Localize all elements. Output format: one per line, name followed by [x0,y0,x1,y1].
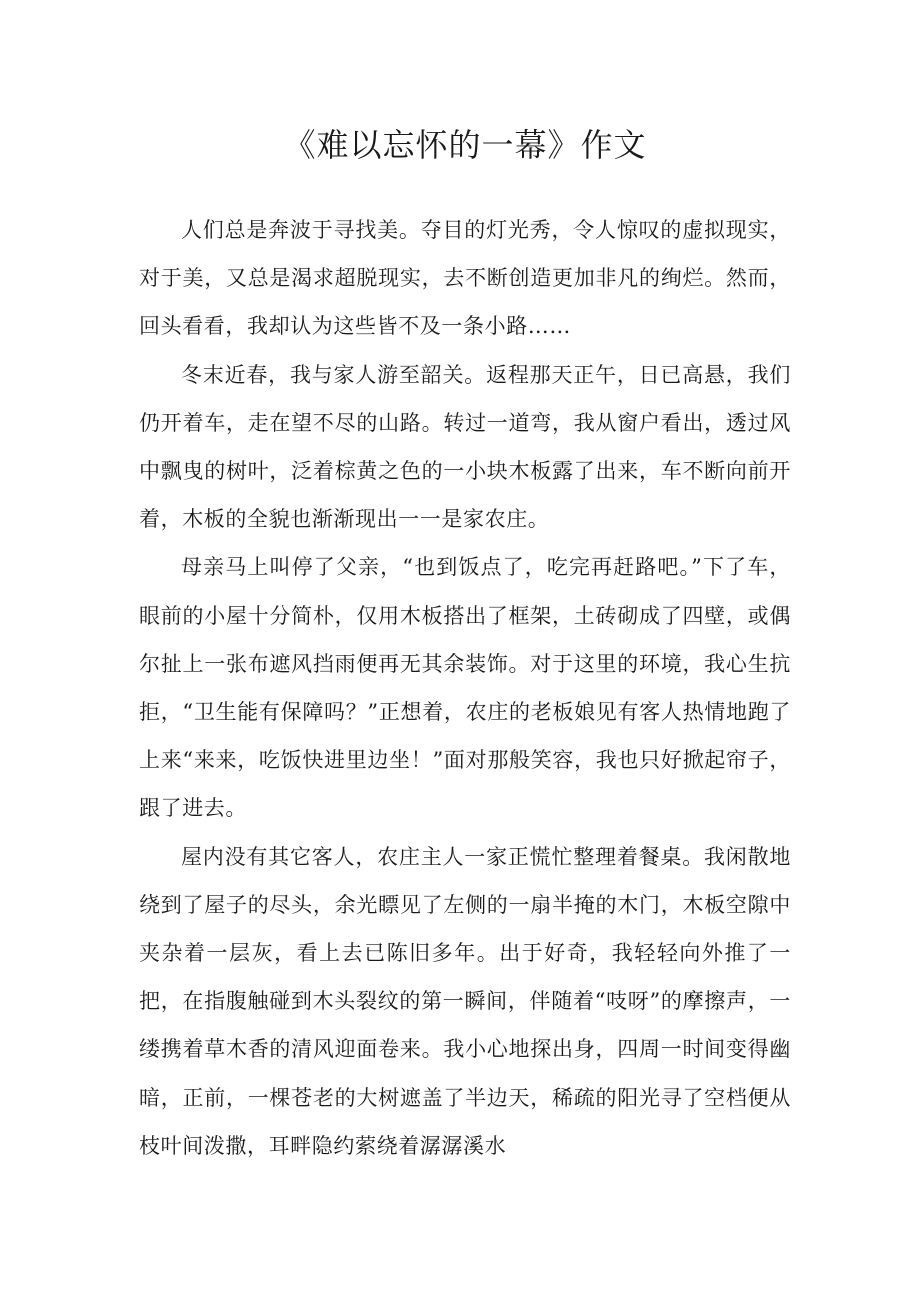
document-title: 《难以忘怀的一幕》作文 [283,126,647,164]
paragraph-2: 冬末近春，我与家人游至韶关。返程那天正午，日已高悬，我们仍开着车，走在望不尽的山路。转过一道弯，我从窗户看出，透过风中飘曳的树叶，泛着棕黄之色的一小块木板露了出来，车不断向前开着，木板的全貌也渐渐现出一一是家农庄。 [139,362,791,532]
paragraph-3: 母亲马上叫停了父亲，“也到饭点了，吃完再赶路吧。”下了车，眼前的小屋十分简朴，仅用木板搭出了框架，土砖砌成了四壁，或偶尔扯上一张布遮风挡雨便再无其余装饰。对于这里的环境，我心生抗拒，“卫生能有保障吗？”正想着，农庄的老板娘见有客人热情地跑了上来“来来，吃饭快进里边坐！”面对那般笑容，我也只好掀起帘子，跟了进去。 [139,555,791,821]
document-page [139,120,791,1170]
paragraph-1: 人们总是奔波于寻找美。夺目的灯光秀，令人惊叹的虚拟现实，对于美，又总是渴求超脱现实，去不断创造更加非凡的绚烂。然而，回头看看，我却认为这些皆不及一条小路…… [139,218,791,339]
paragraph-4: 屋内没有其它客人，农庄主人一家正慌忙整理着餐桌。我闲散地绕到了屋子的尽头，余光瞟见了左侧的一扇半掩的木门，木板空隙中夹杂着一层灰，看上去已陈旧多年。出于好奇，我轻轻向外推了一把，在指腹触碰到木头裂纹的第一瞬间，伴随着“吱呀”的摩擦声，一缕携着草木香的清风迎面卷来。我小心地探出身，四周一时间变得幽暗，正前，一棵苍老的大树遮盖了半边天，稀疏的阳光寻了空档便从枝叶间泼撒，耳畔隐约萦绕着潺潺溪水 [139,844,791,1158]
